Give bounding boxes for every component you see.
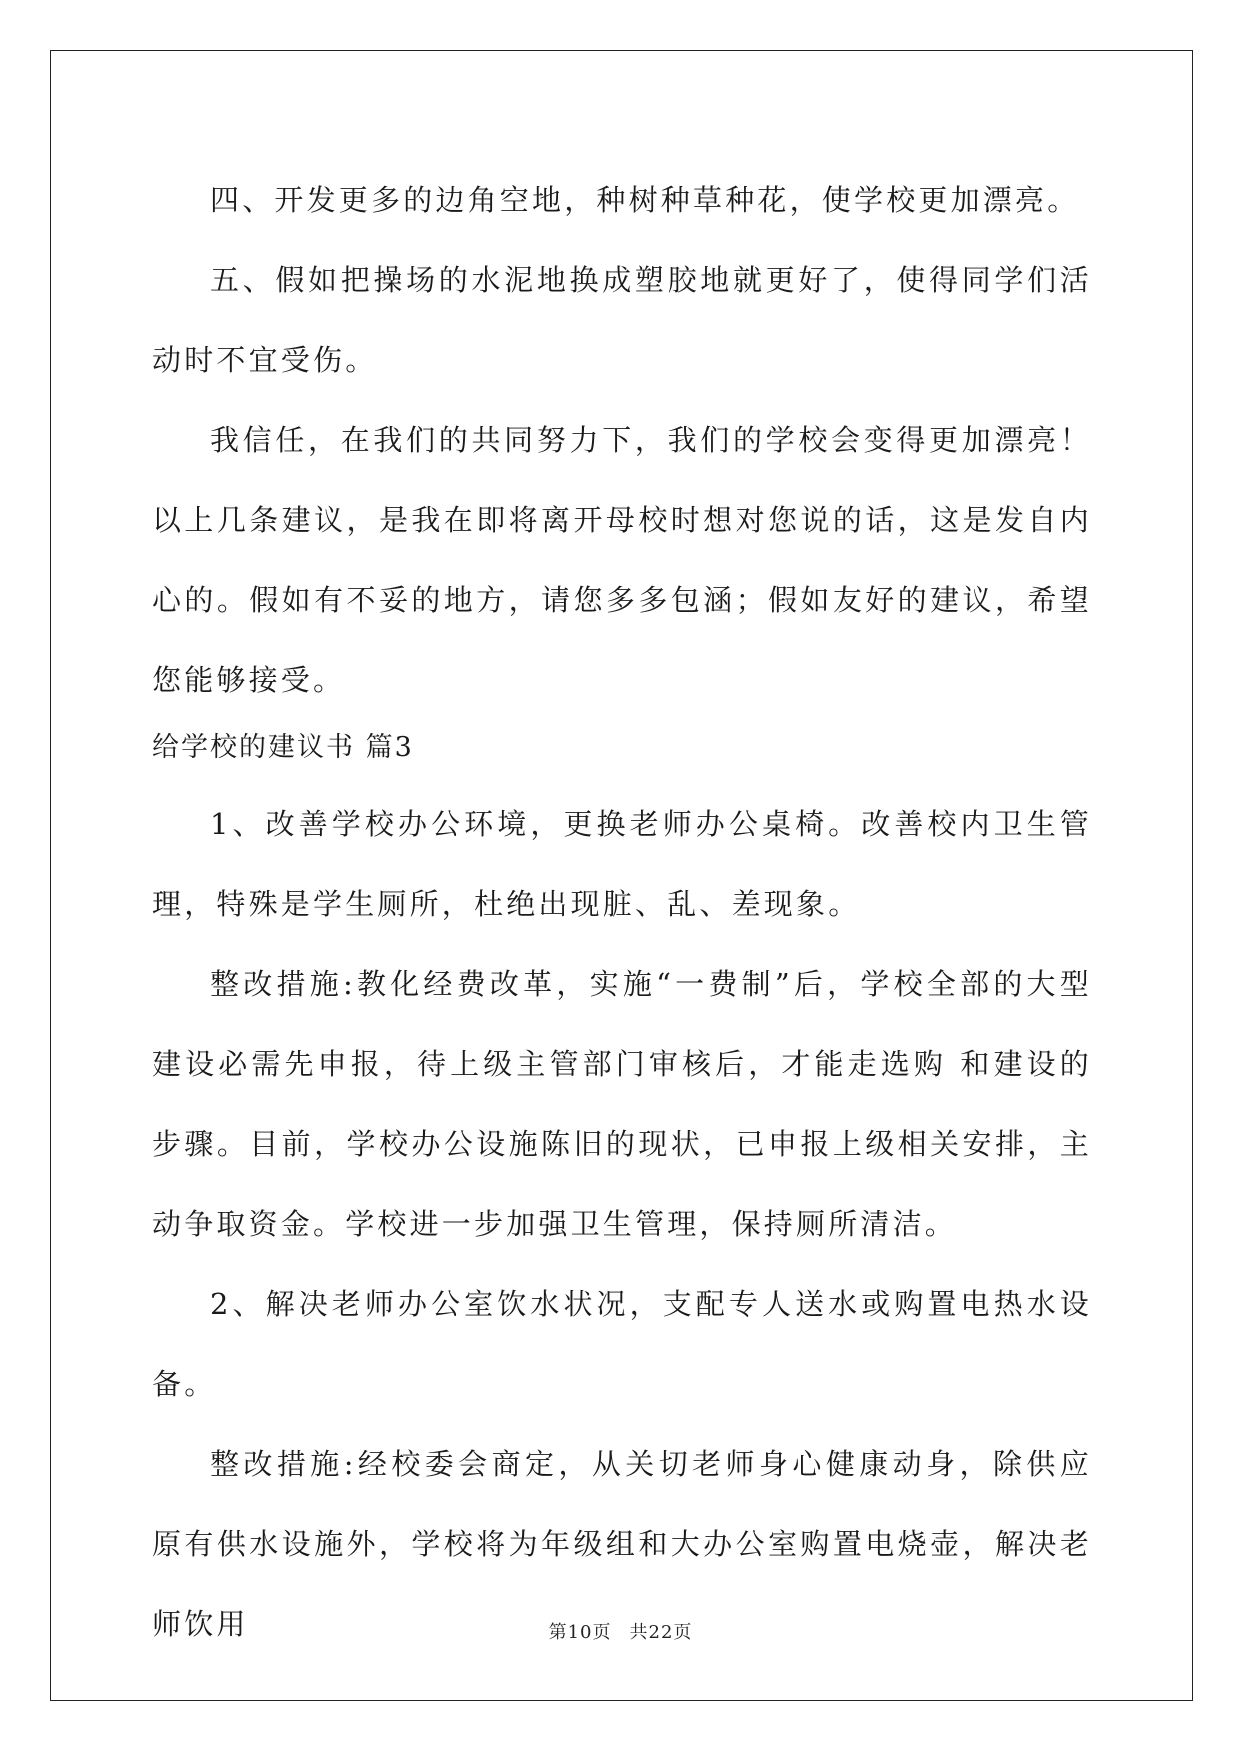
section-heading: 给学校的建议书 篇3 — [152, 732, 414, 763]
paragraph: 整改措施:教化经费改革，实施“一费制”后，学校全部的大型建设必需先申报，待上级主管部门审核后，才能走选购 和建设的步骤。目前，学校办公设施陈旧的现状，已申报上级相关安排，主动争取资金。学校进一步加强卫生管理，保持厕所清洁。 — [152, 967, 1092, 1241]
paragraph: 2、解决老师办公室饮水状况，支配专人送水或购置电热水设备。 — [152, 1287, 1092, 1401]
paragraph: 整改措施:经校委会商定，从关切老师身心健康动身，除供应原有供水设施外，学校将为年级组和大办公室购置电烧壶，解决老师饮用 — [152, 1447, 1092, 1641]
page-footer — [0, 1618, 1241, 1644]
paragraph: 五、假如把操场的水泥地换成塑胶地就更好了，使得同学们活动时不宜受伤。 — [152, 263, 1092, 377]
paragraph: 我信任，在我们的共同努力下，我们的学校会变得更加漂亮！ 以上几条建议，是我在即将离开母校时想对您说的话，这是发自内心的。假如有不妥的地方，请您多多包涵；假如友好的建议，希望您能够接受。 — [152, 423, 1092, 697]
page-total: 共22页 — [629, 1622, 693, 1643]
page-number: 第10页 — [548, 1622, 612, 1643]
document-body — [152, 160, 1092, 1664]
paragraph: 1、改善学校办公环境，更换老师办公桌椅。改善校内卫生管理，特殊是学生厕所，杜绝出现脏、乱、差现象。 — [152, 807, 1092, 921]
paragraph: 四、开发更多的边角空地，种树种草种花，使学校更加漂亮。 — [210, 183, 1080, 217]
